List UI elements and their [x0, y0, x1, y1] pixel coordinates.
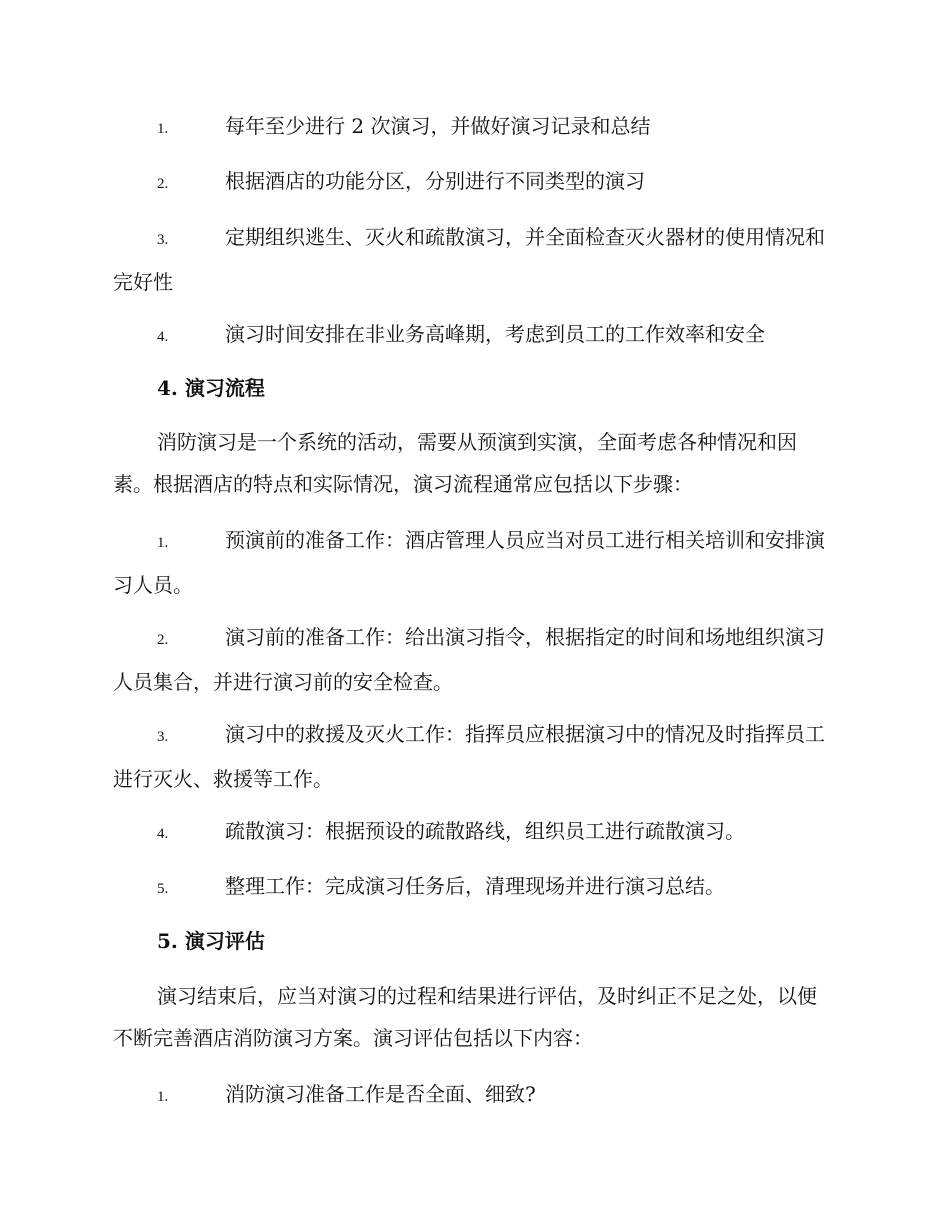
list-text: 演习中的救援及灭火工作：指挥员应根据演习中的情况及时指挥员工进行灭火、救援等工作。 [113, 722, 825, 791]
list-number: 3. [157, 729, 169, 745]
list-number: 2. [157, 176, 169, 192]
list-text: 整理工作：完成演习任务后，清理现场并进行演习总结。 [225, 874, 725, 898]
list-text: 根据酒店的功能分区，分别进行不同类型的演习 [225, 169, 645, 193]
list-text: 每年至少进行 2 次演习，并做好演习记录和总结 [225, 114, 651, 138]
list-item [113, 519, 835, 606]
list-number: 1. [157, 535, 169, 551]
list-item [113, 1073, 835, 1118]
list-text: 演习时间安排在非业务高峰期，考虑到员工的工作效率和安全 [225, 322, 765, 346]
list-text: 疏散演习：根据预设的疏散路线，组织员工进行疏散演习。 [225, 819, 745, 843]
list-number: 4. [157, 826, 169, 842]
list-item [113, 713, 835, 800]
list-number: 5. [157, 881, 169, 897]
section-heading: 5. 演习评估 [157, 929, 265, 953]
list-number: 1. [157, 121, 169, 137]
list-text: 演习前的准备工作：给出演习指令，根据指定的时间和场地组织演习人员集合，并进行演习前的安全检查。 [113, 625, 825, 694]
list-item [113, 160, 835, 205]
section-heading: 4. 演习流程 [157, 376, 265, 400]
list-number: 1. [157, 1089, 169, 1105]
list-number: 3. [157, 232, 169, 248]
list-number: 4. [157, 329, 169, 345]
list-item [113, 865, 835, 910]
list-text: 消防演习准备工作是否全面、细致? [225, 1082, 536, 1106]
list-item [113, 216, 835, 303]
list-item [113, 105, 835, 150]
list-text: 预演前的准备工作：酒店管理人员应当对员工进行相关培训和安排演习人员。 [113, 528, 825, 597]
paragraph: 消防演习是一个系统的活动，需要从预演到实演，全面考虑各种情况和因素。根据酒店的特点和实际情况，演习流程通常应包括以下步骤： [113, 430, 797, 496]
list-item [113, 313, 835, 358]
list-item [113, 810, 835, 855]
paragraph: 演习结束后，应当对演习的过程和结果进行评估，及时纠正不足之处，以便不断完善酒店消防演习方案。演习评估包括以下内容： [113, 984, 817, 1050]
list-item [113, 616, 835, 703]
list-text: 定期组织逃生、灭火和疏散演习，并全面检查灭火器材的使用情况和完好性 [113, 225, 825, 294]
list-number: 2. [157, 632, 169, 648]
